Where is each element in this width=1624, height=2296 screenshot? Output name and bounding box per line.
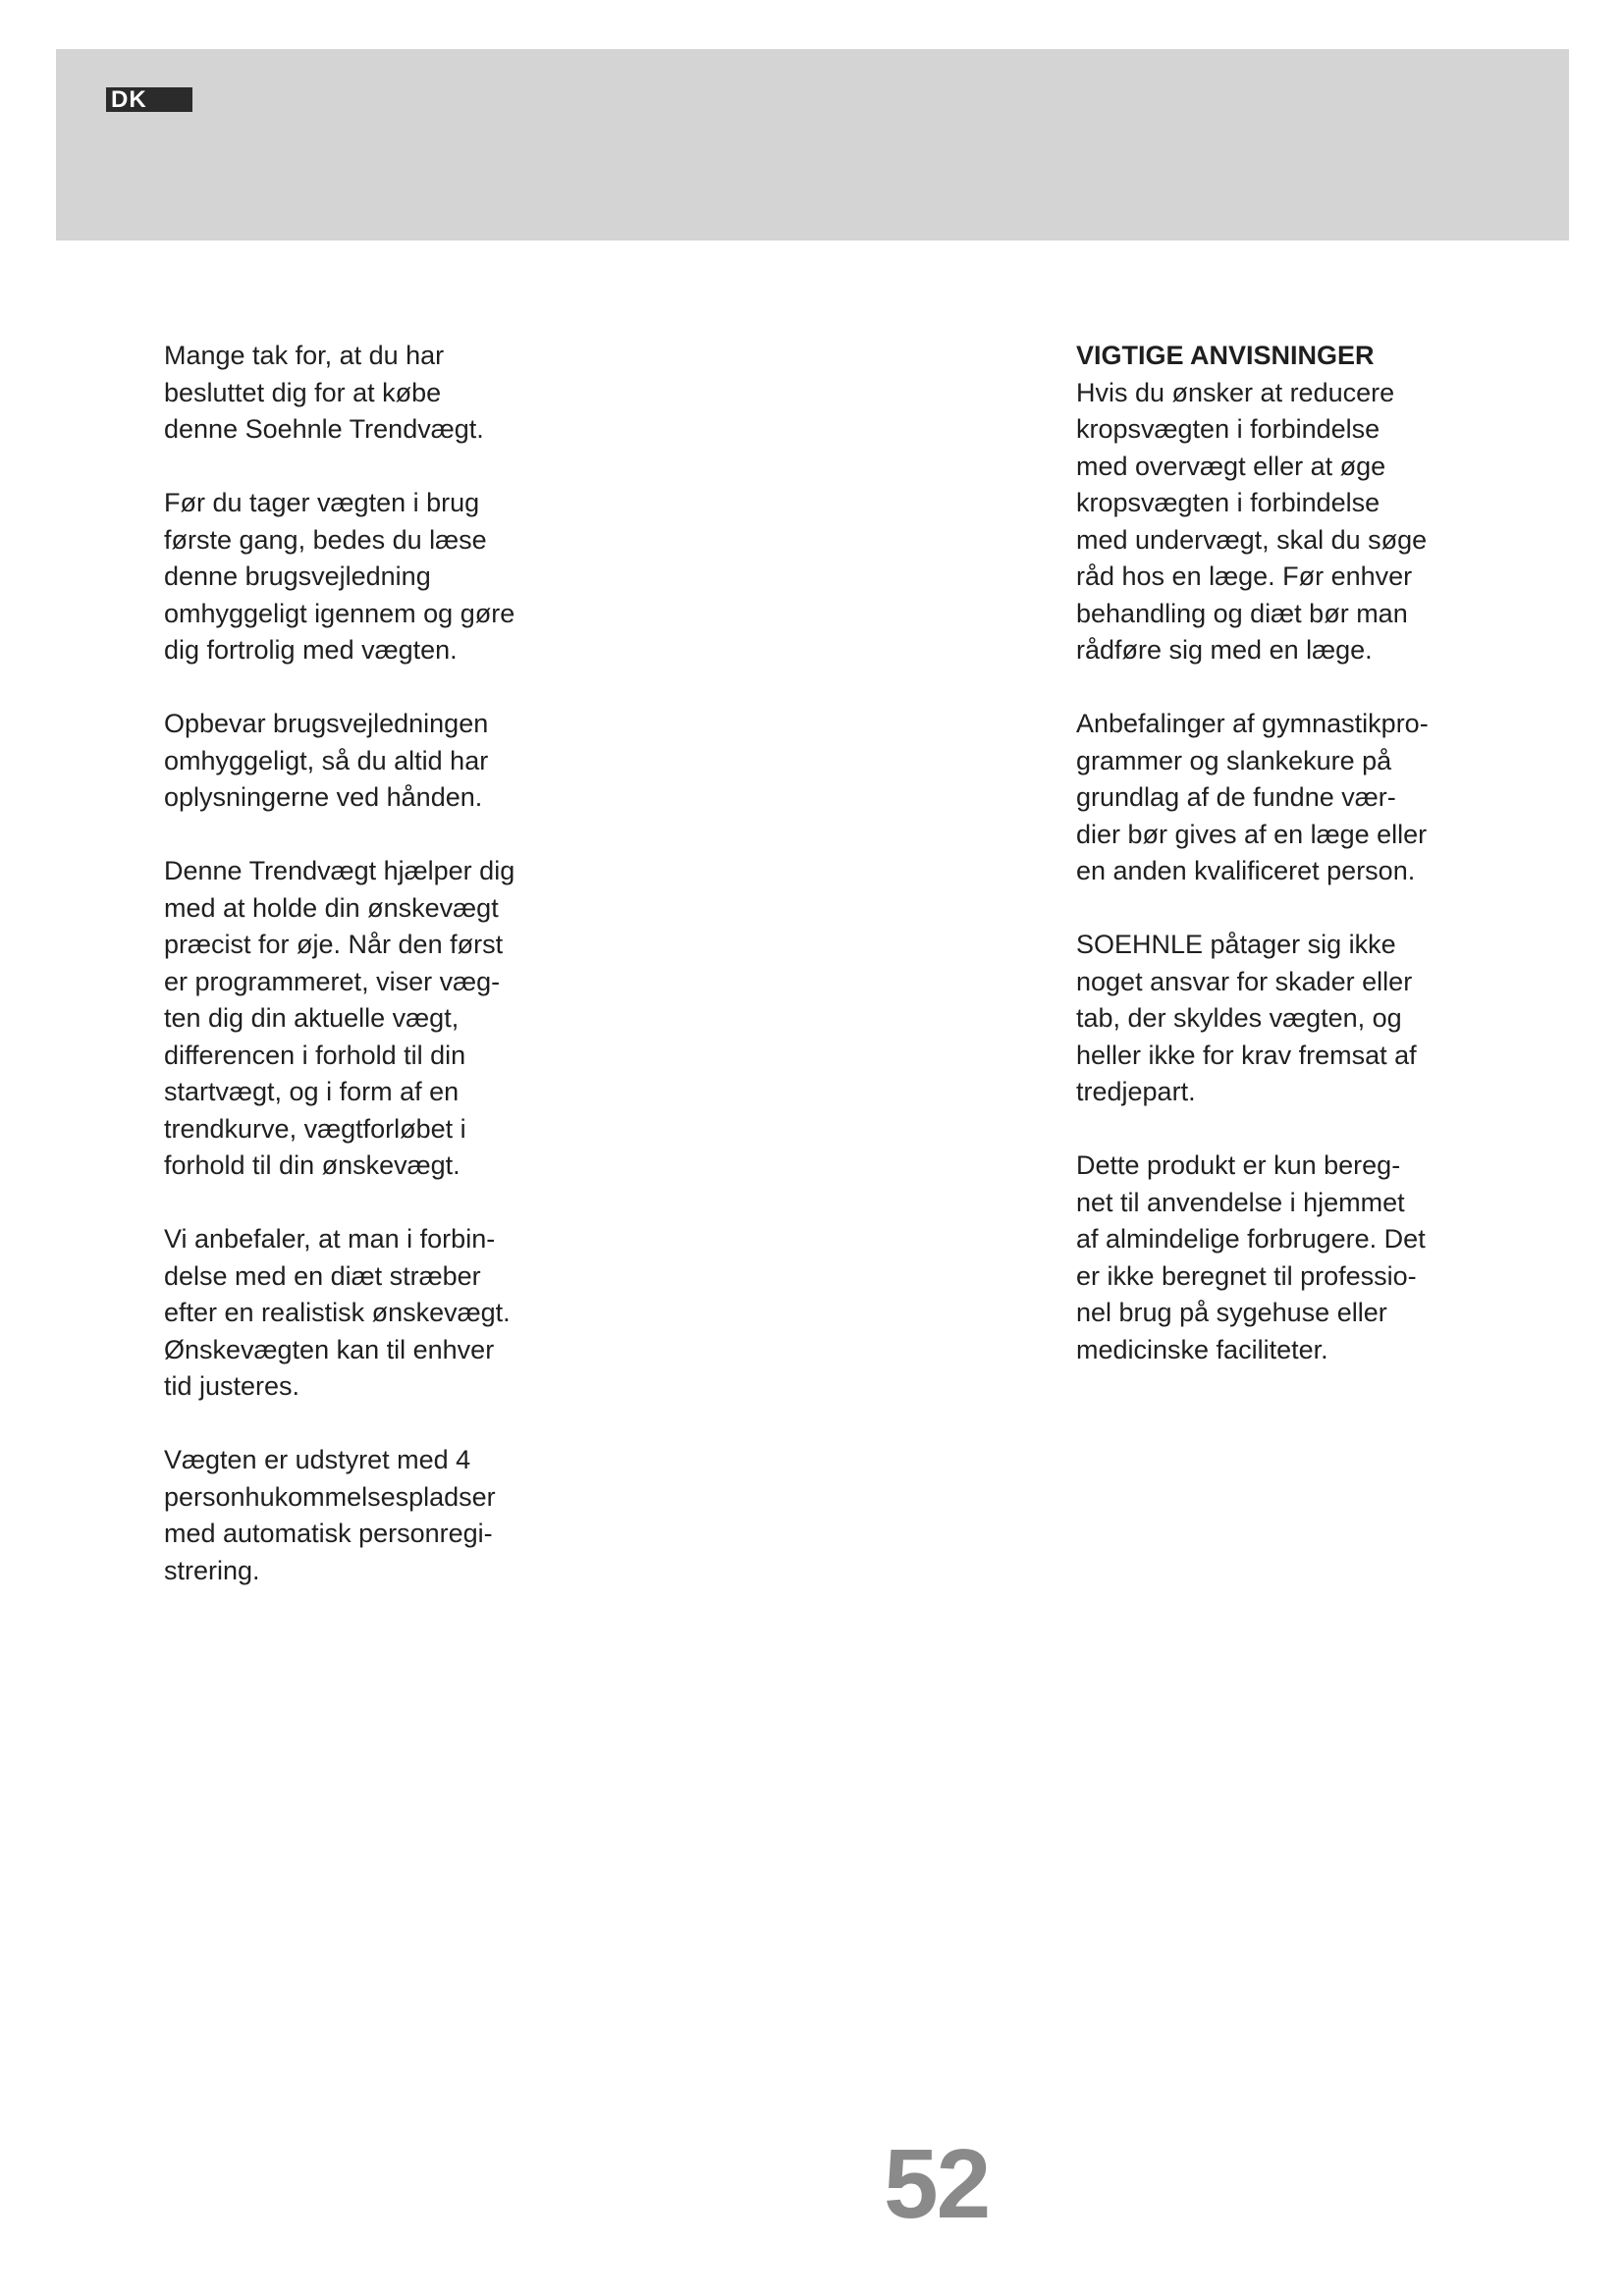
trend-scale-paragraph: Denne Trendvægt hjælper dig med at holde din ønskevægt præcist for øje. Når den først er programmeret, viser væg- ten dig din aktuelle vægt, differencen i forhold til din startvægt, og i form af en trendkurve, vægtforløbet i forhold til din ønskevægt. <box>164 856 515 1180</box>
read-instructions-paragraph: Før du tager vægten i brug første gang, bedes du læse denne brugsvejledning omhyggeligt igennem og gøre dig fortrolig med vægten. <box>164 488 515 665</box>
language-tag: DK <box>106 87 192 112</box>
liability-paragraph: SOEHNLE påtager sig ikke noget ansvar for skader eller tab, der skyldes vægten, og heller ikke for krav fremsat af tredjepart. <box>1076 930 1417 1106</box>
recommendations-paragraph: Anbefalinger af gymnastikpro- grammer og slankekure på grundlag af de fundne vær- dier bør gives af en læge eller en anden kvalificeret person. <box>1076 709 1429 885</box>
header-band <box>56 49 1569 240</box>
consult-doctor-paragraph: Hvis du ønsker at reducere kropsvægten i forbindelse med overvægt eller at øge kropsvægten i forbindelse med undervægt, skal du søge råd hos en læge. Før enhver behandling og diæt bør man rådføre sig med en læge. <box>1076 377 1428 665</box>
important-notes-heading: VIGTIGE ANVISNINGER <box>1076 341 1375 370</box>
right-column <box>1076 338 1489 1406</box>
memory-paragraph: Vægten er udstyret med 4 personhukommelsespladser med automatisk personregi- strering. <box>164 1445 496 1585</box>
household-use-paragraph: Dette produkt er kun bereg- net til anvendelse i hjemmet af almindelige forbrugere. Det er ikke beregnet til professio- nel brug på sygehuse eller medicinske faciliteter. <box>1076 1150 1426 1364</box>
page-number: 52 <box>884 2129 990 2239</box>
keep-instructions-paragraph: Opbevar brugsvejledningen omhyggeligt, så du altid har oplysningerne ved hånden. <box>164 709 489 812</box>
intro-paragraph: Mange tak for, at du har besluttet dig for at købe denne Soehnle Trendvægt. <box>164 341 484 444</box>
target-weight-paragraph: Vi anbefaler, at man i forbin- delse med en diæt stræber efter en realistisk ønskevægt. Ønskevægten kan til enhver tid justeres. <box>164 1224 511 1401</box>
left-column <box>164 338 576 1627</box>
